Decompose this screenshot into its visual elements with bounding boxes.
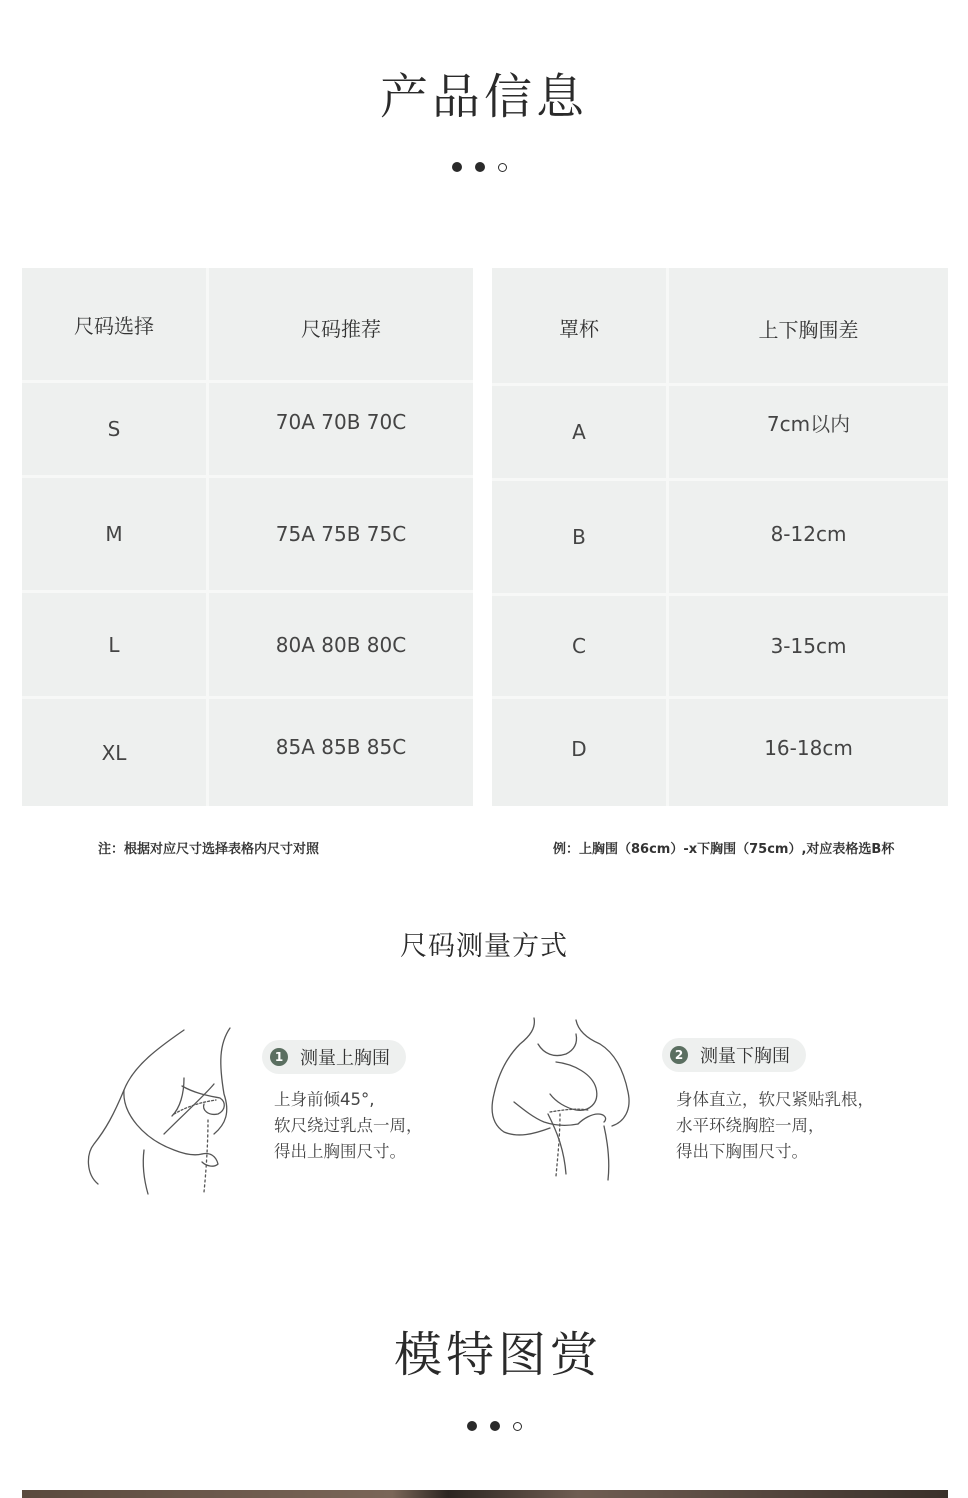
cup-table	[492, 268, 948, 806]
model-gallery-title: 模特图赏	[393, 1327, 602, 1383]
recommend-cell: 75A 75B 75C	[275, 522, 407, 546]
step-1-description	[274, 1087, 423, 1165]
size-note: 注：根据对应尺寸选择表格内尺寸对照	[98, 842, 320, 857]
measure-title: 尺码测量方式	[400, 931, 568, 962]
cup-cell: D	[571, 737, 587, 761]
size-table	[22, 268, 473, 806]
desc-line: 得出下胸围尺寸。	[676, 1142, 808, 1161]
cup-cell: B	[572, 525, 586, 549]
desc-line: 身体直立，软尺紧贴乳根，	[676, 1090, 874, 1109]
size-header: 尺码选择	[74, 313, 154, 338]
size-cell: L	[108, 632, 120, 657]
recommend-cell: 85A 85B 85C	[275, 734, 407, 759]
dot-inactive[interactable]	[513, 1422, 522, 1431]
step-2-pill	[662, 1038, 806, 1072]
step-1-pill	[262, 1040, 406, 1074]
desc-line: 上身前倾45°,	[274, 1090, 375, 1109]
desc-line: 水平环绕胸腔一周，	[676, 1116, 825, 1135]
recommend-cell: 70A 70B 70C	[275, 410, 407, 434]
size-cell: XL	[101, 740, 127, 765]
size-cell: M	[105, 522, 123, 546]
dot-active[interactable]	[490, 1421, 500, 1431]
dot-inactive[interactable]	[498, 163, 507, 172]
cup-cell: C	[572, 634, 586, 658]
dot-active[interactable]	[467, 1421, 477, 1431]
size-cell: S	[107, 417, 121, 441]
diff-cell: 7cm以内	[766, 411, 851, 436]
recommend-cell: 80A 80B 80C	[275, 632, 407, 657]
product-info-title: 产品信息	[379, 69, 588, 125]
desc-line: 得出上胸围尺寸。	[274, 1142, 406, 1161]
step-2-description	[676, 1087, 874, 1165]
under-bust-figure-icon	[484, 1014, 644, 1182]
cup-cell: A	[572, 420, 586, 444]
dot-active[interactable]	[452, 162, 462, 172]
upper-bust-figure-icon	[84, 1024, 244, 1196]
step-number-badge: 2	[670, 1046, 688, 1064]
step-number-badge: 1	[270, 1048, 288, 1066]
cup-header: 罩杯	[559, 316, 599, 341]
step-1-label: 测量上胸围	[300, 1048, 390, 1069]
pagination-dots	[467, 1421, 522, 1431]
desc-line: 软尺绕过乳点一周，	[274, 1116, 423, 1135]
pagination-dots	[452, 162, 507, 172]
step-2-label: 测量下胸围	[700, 1046, 790, 1067]
recommend-header: 尺码推荐	[301, 316, 381, 341]
diff-cell: 8-12cm	[770, 522, 847, 546]
cup-note: 例：上胸围（86cm）-x下胸围（75cm）,对应表格选B杯	[553, 842, 895, 857]
diff-header: 上下胸围差	[758, 317, 859, 342]
diff-cell: 16-18cm	[764, 735, 853, 760]
dot-active[interactable]	[475, 162, 485, 172]
diff-cell: 3-15cm	[770, 634, 847, 658]
model-photo-preview[interactable]	[22, 1490, 948, 1498]
